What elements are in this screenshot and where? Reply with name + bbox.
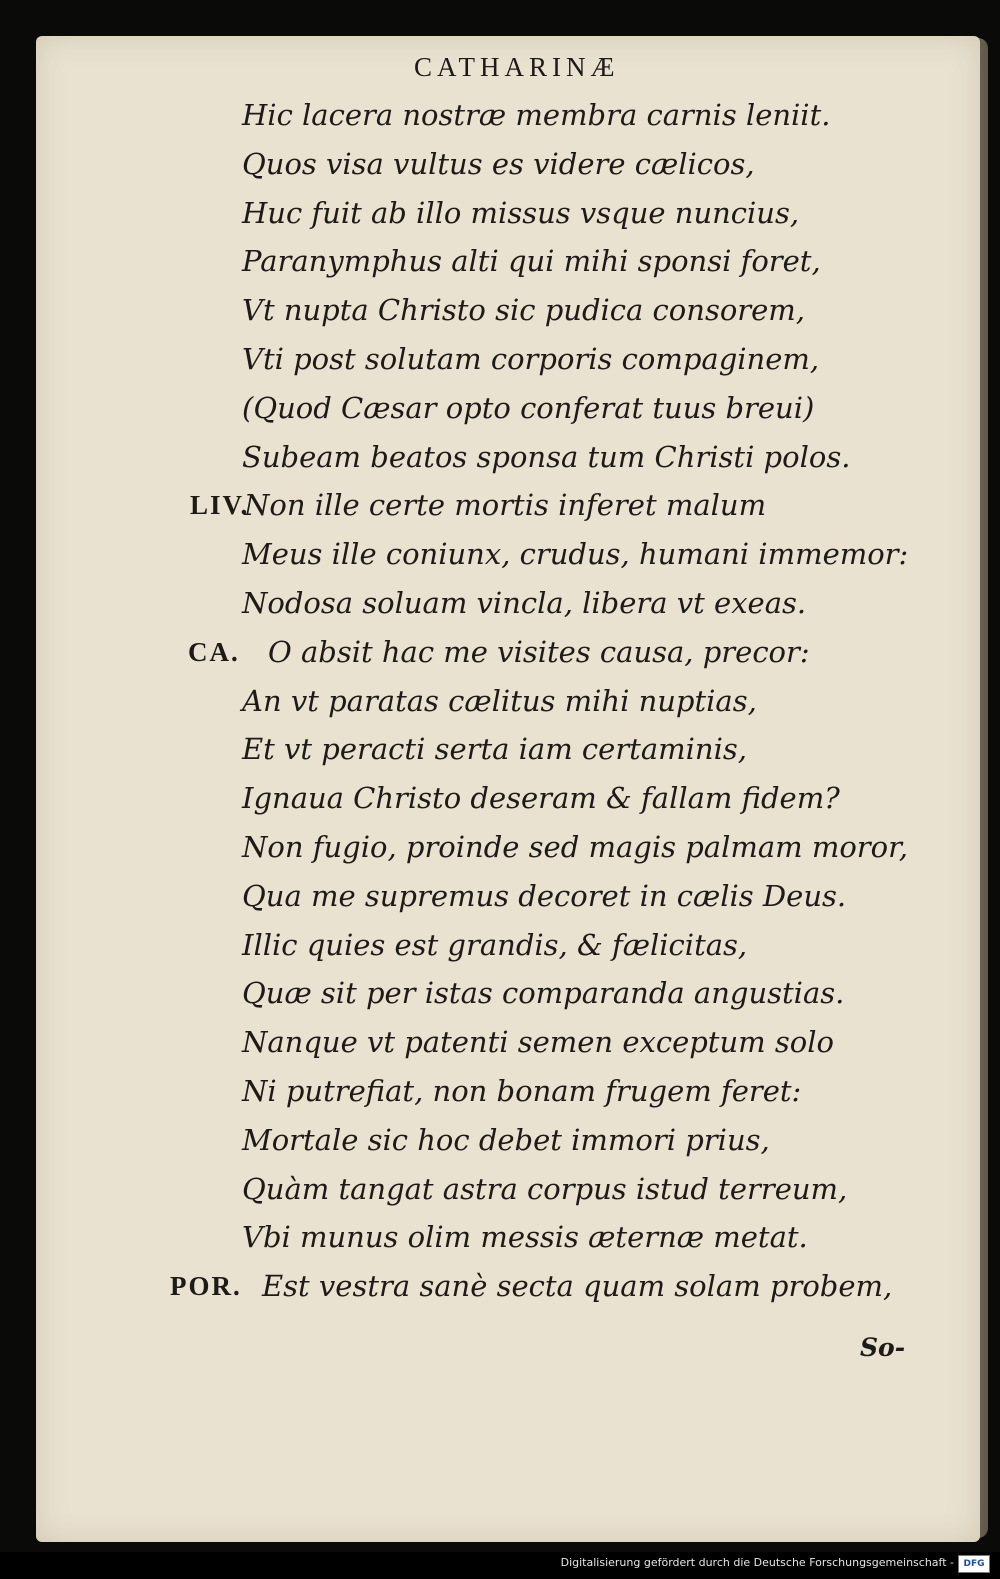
verse-line: Qua me supremus decoret in cælis Deus. (242, 879, 847, 913)
verse-line: Nanque vt patenti semen exceptum solo (242, 1025, 834, 1059)
verse-line: An vt paratas cælitus mihi nuptias, (242, 684, 757, 718)
verse-line: Huc fuit ab illo missus vsque nuncius, (242, 196, 800, 230)
verse-line: Ignaua Christo deseram & fallam fidem? (242, 781, 840, 815)
verse-line: Vti post solutam corporis compaginem, (242, 342, 820, 376)
verse-line: Ni putrefiat, non bonam frugem feret: (242, 1074, 802, 1108)
verse-line: Quæ sit per istas comparanda angustias. (242, 976, 845, 1010)
running-head: CATHARINÆ (414, 52, 620, 82)
verse-line: Quos visa vultus es videre cælicos, (242, 147, 755, 181)
verse-line: O absit hac me visites causa, precor: (268, 635, 810, 669)
verse-line: Nodosa soluam vincla, libera vt exeas. (242, 586, 807, 620)
verse-line: Mortale sic hoc debet immori prius, (242, 1123, 770, 1157)
verse-line: Non ille certe mortis inferet malum (244, 488, 767, 522)
verse-line: Et vt peracti serta iam certaminis, (242, 732, 747, 766)
speaker-label: LIV. (190, 490, 250, 520)
verse-line: Vt nupta Christo sic pudica consorem, (242, 293, 806, 327)
footer-credit: Digitalisierung gefördert durch die Deutsche Forschungsgemeinschaft - (560, 1556, 954, 1569)
speaker-label: POR. (170, 1271, 242, 1301)
catchword: So- (860, 1333, 906, 1362)
verse-line: Subeam beatos sponsa tum Christi polos. (242, 440, 851, 474)
verse-line: Paranymphus alti qui mihi sponsi foret, (242, 244, 821, 278)
dfg-logo: DFG (958, 1555, 990, 1573)
speaker-label: CA. (188, 637, 240, 667)
verse-line: Hic lacera nostræ membra carnis leniit. (242, 98, 831, 132)
verse-line: Illic quies est grandis, & fælicitas, (242, 928, 748, 962)
verse-line: Quàm tangat astra corpus istud terreum, (242, 1172, 848, 1206)
verse-line: Vbi munus olim messis æternæ metat. (242, 1220, 808, 1254)
verse-line: Meus ille coniunx, crudus, humani immemor: (242, 537, 909, 571)
verse-line: (Quod Cæsar opto conferat tuus breui) (242, 391, 815, 425)
verse-line: Est vestra sanè secta quam solam probem, (262, 1269, 893, 1303)
verse-line: Non fugio, proinde sed magis palmam moror, (242, 830, 909, 864)
